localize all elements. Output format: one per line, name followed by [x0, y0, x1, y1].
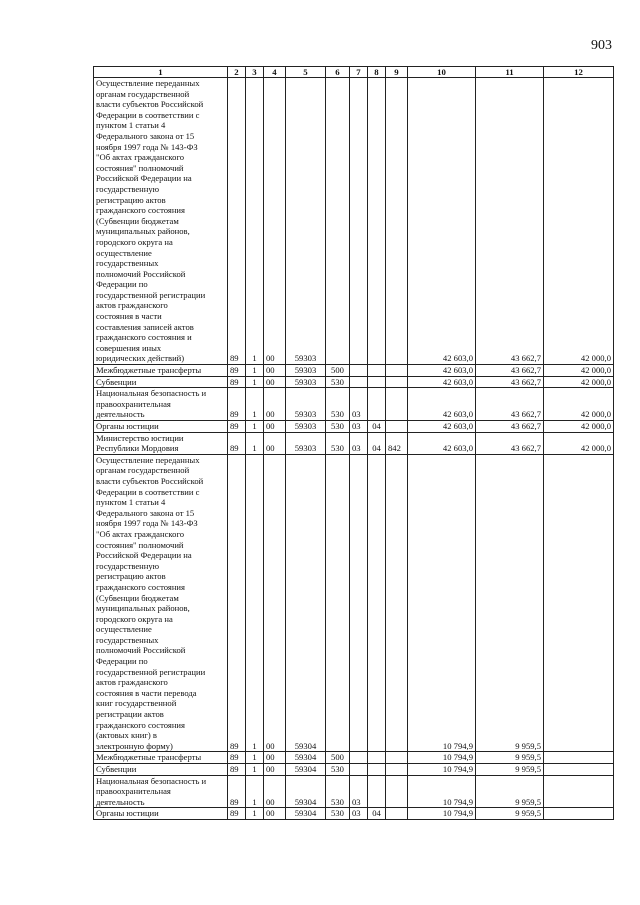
cell-col-12: 42 000,0: [544, 421, 614, 433]
cell-col-7: 03: [350, 808, 368, 820]
cell-col-10: 42 603,0: [408, 365, 476, 377]
cell-col-11: 9 959,5: [476, 764, 544, 776]
cell-col-2: 89: [228, 752, 246, 764]
table-row: [94, 376, 614, 388]
cell-col-11: 43 662,7: [476, 432, 544, 454]
row-name-cell: Межбюджетные трансферты: [94, 752, 228, 764]
table-row: [94, 421, 614, 433]
row-name-cell: Министерство юстиции Республики Мордовия: [94, 432, 228, 454]
cell-col-2: 89: [228, 808, 246, 820]
table-row: [94, 78, 614, 365]
cell-col-3: 1: [246, 775, 264, 808]
cell-col-4: 00: [264, 775, 286, 808]
column-header-12: 12: [544, 67, 614, 78]
cell-col-9: [386, 388, 408, 421]
cell-col-12: [544, 764, 614, 776]
cell-col-7: [350, 78, 368, 365]
cell-col-11: 43 662,7: [476, 376, 544, 388]
column-header-3: 3: [246, 67, 264, 78]
cell-col-5: 59304: [286, 775, 326, 808]
cell-col-10: 42 603,0: [408, 78, 476, 365]
cell-col-11: 43 662,7: [476, 365, 544, 377]
column-header-5: 5: [286, 67, 326, 78]
cell-col-11: 43 662,7: [476, 421, 544, 433]
cell-col-9: [386, 376, 408, 388]
cell-col-9: [386, 421, 408, 433]
cell-col-3: 1: [246, 752, 264, 764]
cell-col-10: 10 794,9: [408, 775, 476, 808]
cell-col-9: [386, 365, 408, 377]
cell-col-11: 9 959,5: [476, 808, 544, 820]
cell-col-5: 59303: [286, 388, 326, 421]
cell-col-12: 42 000,0: [544, 365, 614, 377]
cell-col-10: 42 603,0: [408, 388, 476, 421]
cell-col-12: [544, 752, 614, 764]
cell-col-11: 43 662,7: [476, 78, 544, 365]
cell-col-11: 9 959,5: [476, 454, 544, 752]
cell-col-5: 59304: [286, 752, 326, 764]
cell-col-6: 500: [326, 752, 350, 764]
row-name-cell: Национальная безопасность и правоохранительная деятельность: [94, 388, 228, 421]
table-row: [94, 752, 614, 764]
cell-col-2: 89: [228, 388, 246, 421]
cell-col-8: [368, 376, 386, 388]
cell-col-5: 59304: [286, 454, 326, 752]
column-header-10: 10: [408, 67, 476, 78]
cell-col-12: [544, 808, 614, 820]
table-row: [94, 454, 614, 752]
cell-col-9: [386, 78, 408, 365]
cell-col-12: 42 000,0: [544, 78, 614, 365]
cell-col-7: [350, 454, 368, 752]
cell-col-6: 530: [326, 376, 350, 388]
cell-col-3: 1: [246, 432, 264, 454]
cell-col-2: 89: [228, 775, 246, 808]
cell-col-7: 03: [350, 421, 368, 433]
row-name-cell: Органы юстиции: [94, 421, 228, 433]
cell-col-4: 00: [264, 454, 286, 752]
cell-col-4: 00: [264, 78, 286, 365]
column-header-4: 4: [264, 67, 286, 78]
cell-col-3: 1: [246, 78, 264, 365]
row-name-cell: Субвенции: [94, 376, 228, 388]
column-header-8: 8: [368, 67, 386, 78]
cell-col-8: [368, 365, 386, 377]
cell-col-8: [368, 775, 386, 808]
table-row: [94, 388, 614, 421]
page-number: 903: [591, 38, 612, 53]
row-name-cell: Межбюджетные трансферты: [94, 365, 228, 377]
cell-col-6: 530: [326, 388, 350, 421]
row-name-cell: Осуществление переданных органам государственной власти субъектов Российской Федерации в соответствии с пунктом 1 статьи 4 Федерального закона от 15 ноября 1997 года № 143-ФЗ "Об актах гражданского состояния" полномочий Российской Федерации на государственную регистрацию актов гражданского состояния (Субвенции бюджетам муниципальных районов, городского округа на осуществление государственных полномочий Российской Федерации по государственной регистрации актов гражданского состояния в части перевода книг государственной регистрации актов гражданского состояния (актовых книг) в электронную форму): [94, 454, 228, 752]
cell-col-12: 42 000,0: [544, 432, 614, 454]
cell-col-7: 03: [350, 432, 368, 454]
cell-col-10: 10 794,9: [408, 752, 476, 764]
cell-col-6: 530: [326, 808, 350, 820]
cell-col-8: 04: [368, 421, 386, 433]
cell-col-3: 1: [246, 388, 264, 421]
cell-col-3: 1: [246, 365, 264, 377]
cell-col-3: 1: [246, 376, 264, 388]
column-header-9: 9: [386, 67, 408, 78]
table-header-row: [94, 67, 614, 78]
cell-col-2: 89: [228, 432, 246, 454]
cell-col-10: 42 603,0: [408, 432, 476, 454]
cell-col-5: 59303: [286, 432, 326, 454]
table-row: [94, 365, 614, 377]
column-header-7: 7: [350, 67, 368, 78]
cell-col-7: 03: [350, 388, 368, 421]
cell-col-10: 10 794,9: [408, 764, 476, 776]
cell-col-4: 00: [264, 421, 286, 433]
cell-col-3: 1: [246, 808, 264, 820]
cell-col-3: 1: [246, 764, 264, 776]
cell-col-6: 530: [326, 421, 350, 433]
cell-col-9: 842: [386, 432, 408, 454]
cell-col-9: [386, 752, 408, 764]
cell-col-6: 530: [326, 764, 350, 776]
table-row: [94, 808, 614, 820]
cell-col-2: 89: [228, 78, 246, 365]
cell-col-8: [368, 388, 386, 421]
cell-col-2: 89: [228, 764, 246, 776]
column-header-1: 1: [94, 67, 228, 78]
cell-col-7: [350, 376, 368, 388]
cell-col-2: 89: [228, 454, 246, 752]
cell-col-7: [350, 752, 368, 764]
table-row: [94, 764, 614, 776]
row-name-cell: Осуществление переданных органам государственной власти субъектов Российской Федерации в соответствии с пунктом 1 статьи 4 Федерального закона от 15 ноября 1997 года № 143-ФЗ "Об актах гражданского состояния" полномочий Российской Федерации на государственную регистрацию актов гражданского состояния (Субвенции бюджетам муниципальных районов, городского округа на осуществление государственных полномочий Российской Федерации по государственной регистрации актов гражданского состояния в части составления записей актов гражданского состояния и совершения иных юридических действий): [94, 78, 228, 365]
cell-col-2: 89: [228, 421, 246, 433]
cell-col-12: [544, 775, 614, 808]
cell-col-7: 03: [350, 775, 368, 808]
cell-col-8: [368, 764, 386, 776]
cell-col-6: [326, 454, 350, 752]
row-name-cell: Национальная безопасность и правоохранительная деятельность: [94, 775, 228, 808]
cell-col-4: 00: [264, 432, 286, 454]
cell-col-7: [350, 764, 368, 776]
cell-col-3: 1: [246, 421, 264, 433]
cell-col-2: 89: [228, 365, 246, 377]
cell-col-12: 42 000,0: [544, 376, 614, 388]
cell-col-5: 59303: [286, 376, 326, 388]
cell-col-11: 9 959,5: [476, 775, 544, 808]
cell-col-4: 00: [264, 388, 286, 421]
row-name-cell: Субвенции: [94, 764, 228, 776]
cell-col-2: 89: [228, 376, 246, 388]
cell-col-10: 10 794,9: [408, 808, 476, 820]
cell-col-8: 04: [368, 808, 386, 820]
cell-col-8: [368, 454, 386, 752]
row-name-cell: Органы юстиции: [94, 808, 228, 820]
cell-col-4: 00: [264, 764, 286, 776]
cell-col-9: [386, 808, 408, 820]
cell-col-4: 00: [264, 808, 286, 820]
cell-col-4: 00: [264, 376, 286, 388]
cell-col-8: [368, 78, 386, 365]
cell-col-7: [350, 365, 368, 377]
cell-col-6: [326, 78, 350, 365]
cell-col-11: 43 662,7: [476, 388, 544, 421]
cell-col-5: 59304: [286, 764, 326, 776]
cell-col-9: [386, 764, 408, 776]
cell-col-10: 42 603,0: [408, 421, 476, 433]
table-row: [94, 432, 614, 454]
cell-col-10: 10 794,9: [408, 454, 476, 752]
cell-col-8: 04: [368, 432, 386, 454]
cell-col-6: 530: [326, 432, 350, 454]
cell-col-5: 59303: [286, 365, 326, 377]
column-header-2: 2: [228, 67, 246, 78]
cell-col-5: 59303: [286, 421, 326, 433]
cell-col-12: 42 000,0: [544, 388, 614, 421]
budget-table: [93, 66, 614, 820]
cell-col-4: 00: [264, 752, 286, 764]
cell-col-11: 9 959,5: [476, 752, 544, 764]
table-row: [94, 775, 614, 808]
cell-col-3: 1: [246, 454, 264, 752]
cell-col-9: [386, 454, 408, 752]
cell-col-9: [386, 775, 408, 808]
cell-col-4: 00: [264, 365, 286, 377]
cell-col-5: 59303: [286, 78, 326, 365]
cell-col-6: 500: [326, 365, 350, 377]
column-header-6: 6: [326, 67, 350, 78]
cell-col-12: [544, 454, 614, 752]
cell-col-6: 530: [326, 775, 350, 808]
cell-col-10: 42 603,0: [408, 376, 476, 388]
cell-col-5: 59304: [286, 808, 326, 820]
cell-col-8: [368, 752, 386, 764]
column-header-11: 11: [476, 67, 544, 78]
